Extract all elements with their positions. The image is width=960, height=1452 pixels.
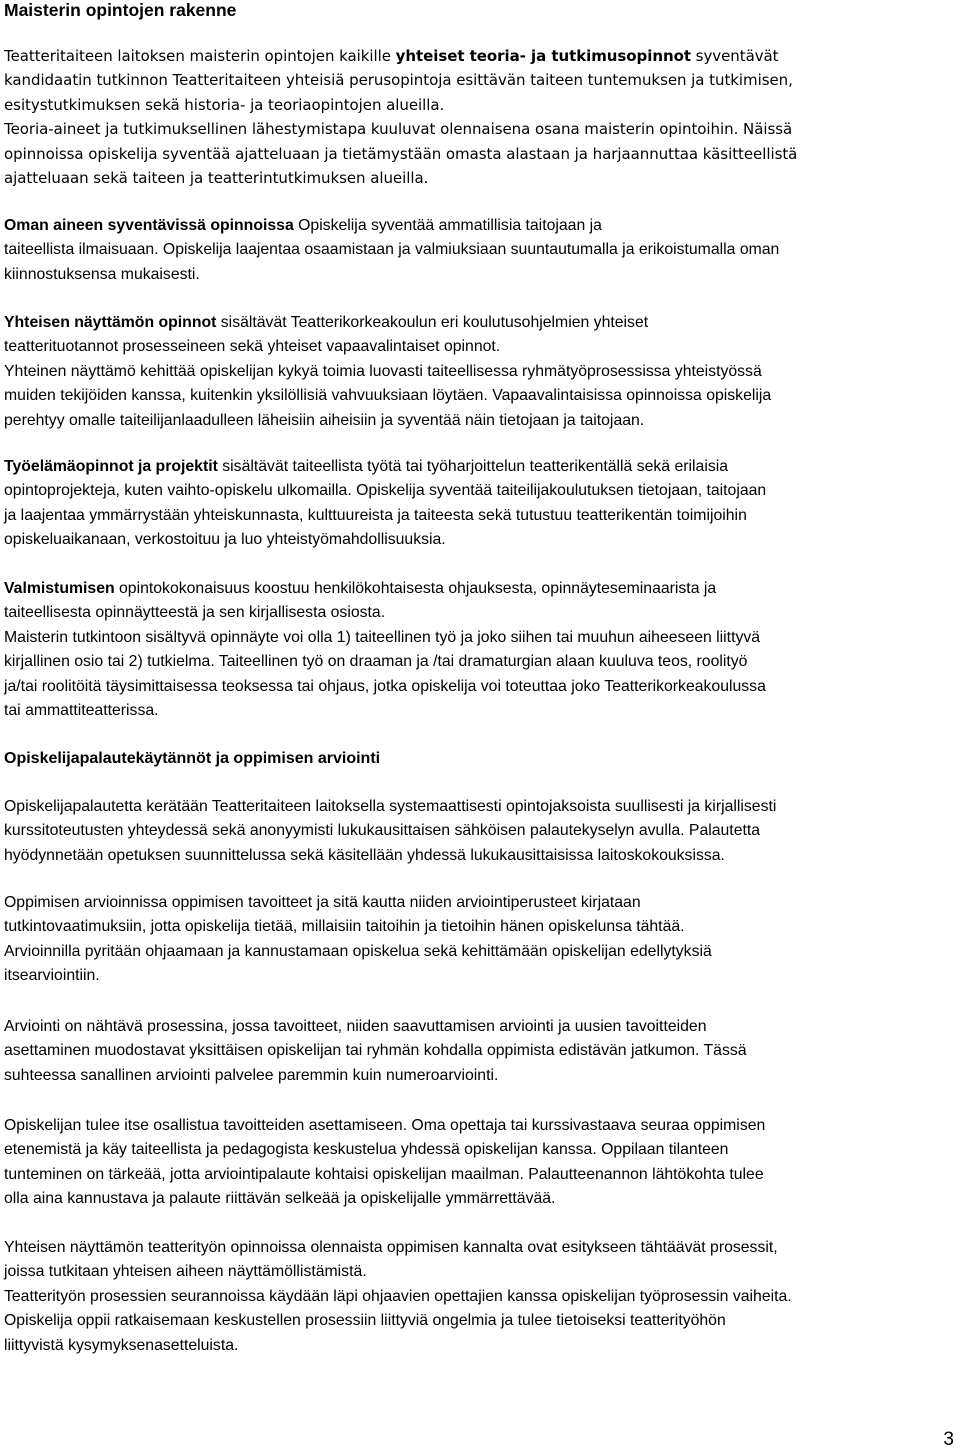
emphasis-yhteisen-nayttamon: Yhteisen näyttämön opinnot (4, 314, 217, 331)
text-line: taiteellisesta opinnäytteestä ja sen kirjallisesta osiosta. (4, 604, 386, 622)
text-span: Näissä (738, 120, 793, 139)
text-line: kurssitoteutusten yhteydessä sekä anonyymisti lukukausittaisen sähköisen palautekyselyn avulla. Palautetta (4, 822, 761, 840)
text-span: Opiskelija syventää ammatillisia taitojaan ja (293, 217, 602, 234)
text-line: Opiskelijapalautetta kerätään Teatteritaiteen laitoksella systemaattisesti opintojaksoista suullisesti ja kirjallisesti (4, 798, 777, 815)
arviointi-paragraph-2 (4, 1015, 954, 1088)
text-line: olla aina kannustava ja palaute riittävän selkeää ja opiskelijalle ymmärrettävää. (4, 1190, 556, 1208)
text-line: opiskeluaikanaan, verkostoituu ja luo yhteistyömahdollisuuksia. (4, 531, 446, 549)
oman-aineen-paragraph (4, 214, 954, 287)
text-line: Yhteinen näyttämö kehittää opiskelijan kykyä toimia luovasti taiteellisessa ryhmätyöprosessissa yhteistyössä (4, 362, 762, 380)
text-line (4, 214, 954, 238)
text-line (4, 577, 954, 601)
text-span: syventävät (690, 47, 779, 65)
emphasis-oman-aineen: Oman aineen syventävissä opinnoissa (4, 217, 294, 234)
text-line: etenemistä ja käy taiteellista ja pedagogista keskustelua yhdessä opiskelijan kanssa. Oppilaan tilanteen (4, 1141, 729, 1159)
text-line: opinnoissa opiskelija syventää ajatteluaan ja tietämystään omasta alastaan ja harjaannuttaa käsitteellistä (4, 144, 798, 163)
text-line: teatterituotannot prosesseineen sekä yhteiset vapaavalintaiset opinnot. (4, 338, 501, 356)
text-line: Oppimisen arvioinnissa oppimisen tavoitteet ja sitä kautta niiden arviointiperusteet kirjataan (4, 894, 641, 911)
text-line (4, 44, 954, 68)
text-line: Arviointi on nähtävä prosessina, jossa tavoitteet, niiden saavuttamisen arviointi ja uusien tavoitteiden (4, 1018, 707, 1035)
text-line: suhteessa sanallinen arviointi palvelee paremmin kuin numeroarviointi. (4, 1066, 499, 1084)
text-line: kiinnostuksensa mukaisesti. (4, 265, 200, 283)
page-title: Maisterin opintojen rakenne (4, 0, 237, 20)
text-line: Opiskelija oppii ratkaisemaan keskustellen prosessiin liittyviä ongelmia ja tulee tietoiseksi teatterityöhön (4, 1312, 726, 1330)
emphasis-valmistumisen: Valmistumisen (4, 580, 115, 597)
text-line: joissa tutkitaan yhteisen aiheen näyttämöllistämistä. (4, 1263, 367, 1281)
text-line: opintoprojekteja, kuten vaihto-opiskelu ulkomailla. Opiskelija syventää taiteilijakoulutuksen tietojaan, taitojaan (4, 482, 767, 500)
text-line: ja/tai roolitöitä täysimittaisessa teoksessa tai ohjaus, jotka opiskelija voi toteuttaa joko Teatterikorkeakoulussa (4, 677, 766, 695)
text-line: Maisterin tutkintoon sisältyvä opinnäyte voi olla 1) taiteellinen työ ja joko siihen tai muuhun aiheeseen liittyvä (4, 628, 761, 646)
emphasis-tyoelamaopinnot: Työelämäopinnot ja projektit (4, 458, 218, 475)
text-line: Opiskelijan tulee itse osallistua tavoitteiden asettamiseen. Oma opettaja tai kurssivastaava seuraa oppimisen (4, 1117, 766, 1134)
text-line: ajatteluaan sekä taiteen ja teatterintutkimuksen alueilla. (4, 168, 429, 187)
arviointi-paragraph-4 (4, 1236, 954, 1358)
text-line: tai ammattiteatterissa. (4, 701, 159, 719)
text-line (4, 311, 954, 335)
text-line (4, 238, 954, 262)
text-line: asettaminen muodostavat yksittäisen opiskelijan tai ryhmän kohdalla oppimista edistävän jatkumon. Tässä (4, 1042, 747, 1060)
text-line: Yhteisen näyttämön teatterityön opinnoissa olennaista oppimisen kannalta ovat esitykseen tähtäävät prosessit, (4, 1239, 778, 1256)
page-number: 3 (943, 1429, 954, 1450)
text-line: kirjallinen osio tai 2) tutkielma. Taiteellinen työ on draaman ja /tai dramaturgian alaan kuuluva teos, roolityö (4, 653, 748, 671)
text-line: tunteminen on tärkeää, jotta arviointipalaute kohtaisi opiskelijan maailman. Palautteenannon lähtökohta tulee (4, 1165, 764, 1183)
text-line: itsearviointiin. (4, 967, 100, 985)
section-heading: Opiskelijapalautekäytännöt ja oppimisen arviointi (4, 750, 381, 767)
text-line: hyödynnetään opetuksen suunnittelussa sekä käsitellään yhdessä lukukausittaisissa laitoskokouksissa. (4, 846, 725, 864)
text-line: muiden tekijöiden kanssa, kuitenkin yksilöllisiä vahvuuksiaan löytäen. Vapaavalintaisissa opinnoissa opiskelija (4, 387, 772, 405)
emphasis-yhteiset-opinnot: yhteiset teoria- ja tutkimusopinnot (395, 47, 691, 65)
text-line (4, 117, 954, 141)
text-span: Teatteritaiteen laitoksen maisterin opintojen kaikille (4, 47, 396, 65)
intro-paragraph (4, 44, 954, 190)
yhteinen-nayttamo-paragraph (4, 311, 954, 433)
palaute-paragraph (4, 795, 954, 868)
tyoelama-paragraph (4, 455, 954, 553)
text-line: liittyvistä kysymyksenasetteluista. (4, 1336, 239, 1354)
arviointi-paragraph-1 (4, 891, 954, 989)
arviointi-paragraph-3 (4, 1114, 954, 1212)
text-line: Teatterityön prosessien seurannoissa käydään läpi ohjaavien opettajien kanssa opiskelijan työprosessin vaiheita. (4, 1287, 792, 1305)
text-span: opintokokonaisuus koostuu henkilökohtaisesta ohjauksesta, opinnäyteseminaarista ja (114, 580, 717, 597)
text-line: kandidaatin tutkinnon Teatteritaiteen yhteisiä perusopintoja esittävän taiteen tuntemuksen ja tutkimisen, (4, 71, 793, 90)
text-line: tutkintovaatimuksiin, jotta opiskelija tietää, millaisiin taitoihin ja tietoihin hänen opiskelunsa tähtää. (4, 918, 685, 936)
text-span: Opiskelija laajentaa osaamistaan ja valmiuksiaan suuntautumalla ja erikoistumalla oman (158, 241, 780, 259)
text-line: esitystutkimuksen sekä historia- ja teoriaopintojen alueilla. (4, 95, 445, 114)
text-line (4, 455, 954, 479)
text-span: taiteellista ilmaisuaan. (4, 241, 159, 259)
text-span: sisältävät taiteellista työtä tai työharjoittelun teatterikentällä sekä erilaisia (217, 458, 729, 475)
text-span: sisältävät Teatterikorkeakoulun eri koulutusohjelmien yhteiset (216, 314, 649, 331)
text-line: ja laajentaa ymmärrystään yhteiskunnasta, kulttuureista ja taiteesta sekä tutustuu teatterikentän toimijoihin (4, 506, 747, 524)
text-span: Teoria-aineet ja tutkimuksellinen lähestymistapa kuuluvat olennaisena osana maisterin opintoihin. (4, 120, 739, 139)
valmistuminen-paragraph (4, 577, 954, 723)
text-line: perehtyy omalle taiteilijanlaadulleen läheisiin aiheisiin ja syventää näin tietojaan ja taitojaan. (4, 411, 645, 429)
text-line: Arvioinnilla pyritään ohjaamaan ja kannustamaan opiskelua sekä kehittämään opiskelijan edellytyksiä (4, 942, 712, 960)
